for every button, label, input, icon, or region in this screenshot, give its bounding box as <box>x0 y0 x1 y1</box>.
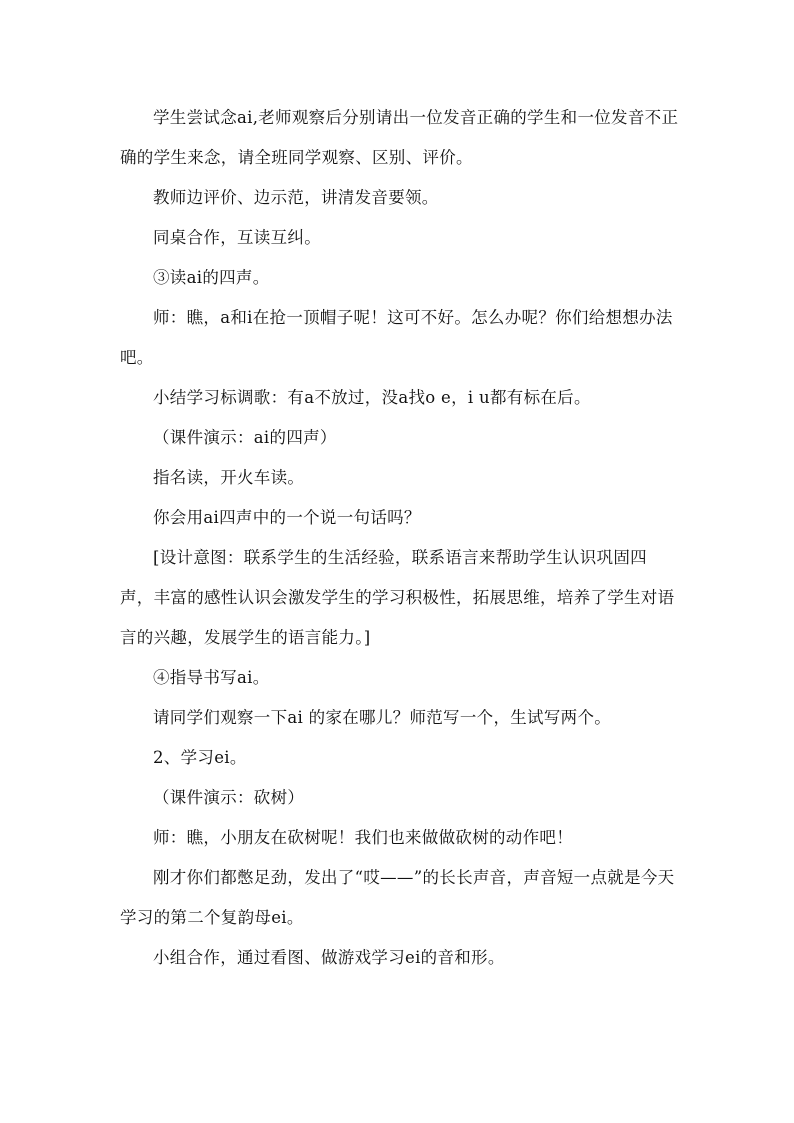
paragraph-9: 你会用ai四声中的一个说一句话吗？ <box>153 508 421 527</box>
paragraph-17: 小组合作，通过看图、做游戏学习ei的音和形。 <box>153 948 505 967</box>
paragraph-7: （课件演示：ai的四声） <box>153 428 337 447</box>
paragraph-16: 刚才你们都憋足劲，发出了“哎——”的长长声音，声音短一点就是今天学习的第二个复韵母ei。 <box>120 868 675 927</box>
paragraph-1: 学生尝试念ai,老师观察后分别请出一位发音正确的学生和一位发音不正确的学生来念，请全班同学观察、区别、评价。 <box>120 108 679 167</box>
paragraph-8: 指名读，开火车读。 <box>153 468 305 487</box>
paragraph-6: 小结学习标调歌：有a不放过，没a找o e，i u都有标在后。 <box>153 388 591 407</box>
paragraph-10: [设计意图：联系学生的生活经验，联系语言来帮助学生认识巩固四声，丰富的感性认识会激发学生的学习积极性，拓展思维，培养了学生对语言的兴趣，发展学生的语言能力。] <box>120 548 675 647</box>
paragraph-14: （课件演示：砍树） <box>153 788 305 807</box>
paragraph-13: 2、学习ei。 <box>153 748 247 767</box>
paragraph-5: 师：瞧，a和i在抢一顶帽子呢！这可不好。怎么办呢？你们给想想办法吧。 <box>120 308 673 367</box>
paragraph-4: ③读ai的四声。 <box>153 268 270 287</box>
paragraph-2: 教师边评价、边示范，讲清发音要领。 <box>153 188 439 207</box>
paragraph-12: 请同学们观察一下ai 的家在哪儿？师范写一个，生试写两个。 <box>153 708 612 727</box>
paragraph-11: ④指导书写ai。 <box>153 668 270 687</box>
paragraph-15: 师：瞧，小朋友在砍树呢！我们也来做做砍树的动作吧！ <box>153 828 573 847</box>
document-body <box>120 98 680 978</box>
paragraph-3: 同桌合作，互读互纠。 <box>153 228 321 247</box>
